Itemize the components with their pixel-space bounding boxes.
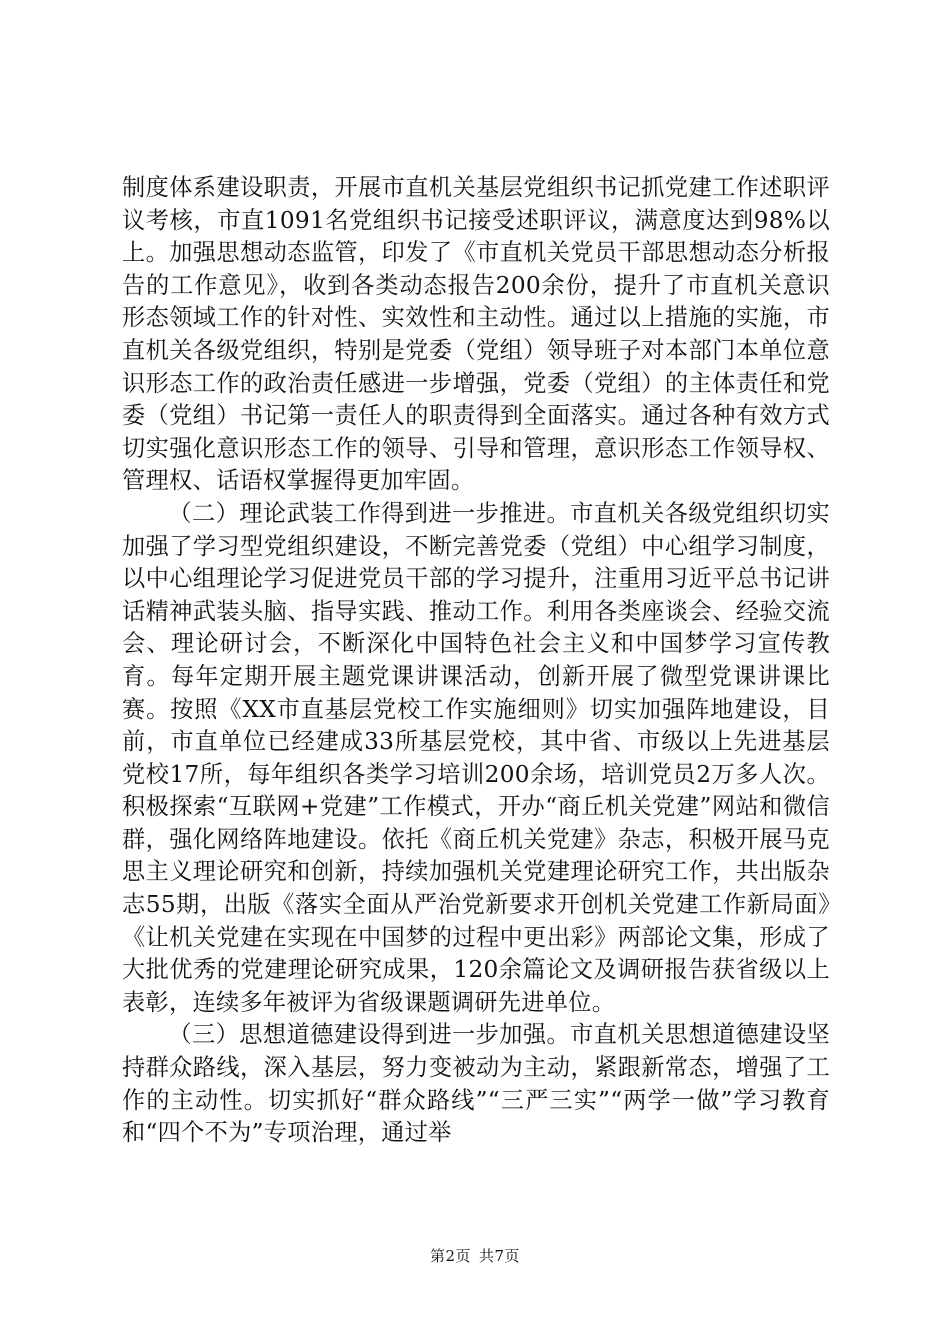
paragraph-continuation: 制度体系建设职责，开展市直机关基层党组织书记抓党建工作述职评议考核，市直1091名党组织书记接受述职评议，满意度达到98%以上。加强思想动态监管，印发了《市直机关党员干部思想动态分析报告的工作意见》，收到各类动态报告200余份，提升了市直机关意识形态领域工作的针对性、实效性和主动性。通过以上措施的实施，市直机关各级党组织，特别是党委（党组）领导班子对本部门本单位意识形态工作的政治责任感进一步增强，党委（党组）的主体责任和党委（党组）书记第一责任人的职责得到全面落实。通过各种有效方式切实强化意识形态工作的领导、引导和管理，意识形态工作领导权、管理权、话语权掌握得更加牢固。 xyxy=(122,174,830,495)
paragraph-theory-study: （二）理论武装工作得到进一步推进。市直机关各级党组织切实加强了学习型党组织建设，不断完善党委（党组）中心组学习制度，以中心组理论学习促进党员干部的学习提升，注重用习近平总书记讲话精神武装头脑、指导实践、推动工作。利用各类座谈会、经验交流会、理论研讨会，不断深化中国特色社会主义和中国梦学习宣传教育。每年定期开展主题党课讲课活动，创新开展了微型党课讲课比赛。按照《XX市直基层党校工作实施细则》切实加强阵地建设，目前，市直单位已经建成33所基层党校，其中省、市级以上先进基层党校17所，每年组织各类学习培训200余场，培训党员2万多人次。积极探索“互联网+党建”工作模式，开办“商丘机关党建”网站和微信群，强化网络阵地建设。依托《商丘机关党建》杂志，积极开展马克思主义理论研究和创新，持续加强机关党建理论研究工作，共出版杂志55期，出版《落实全面从严治党新要求开创机关党建工作新局面》《让机关党建在实现在中国梦的过程中更出彩》两部论文集，形成了大批优秀的党建理论研究成果，120余篇论文及调研报告获省级以上表彰，连续多年被评为省级课题调研先进单位。 xyxy=(122,499,830,1016)
document-body xyxy=(122,172,830,1150)
page-footer xyxy=(0,1246,950,1266)
page-number: 第2页 xyxy=(429,1247,471,1265)
page-total: 共7页 xyxy=(479,1247,521,1265)
paragraph-moral-construction: （三）思想道德建设得到进一步加强。市直机关思想道德建设坚持群众路线，深入基层，努力变被动为主动，紧跟新常态，增强了工作的主动性。切实抓好“群众路线”“三严三实”“两学一做”学习教育和“四个不为”专项治理，通过举 xyxy=(122,1021,830,1147)
